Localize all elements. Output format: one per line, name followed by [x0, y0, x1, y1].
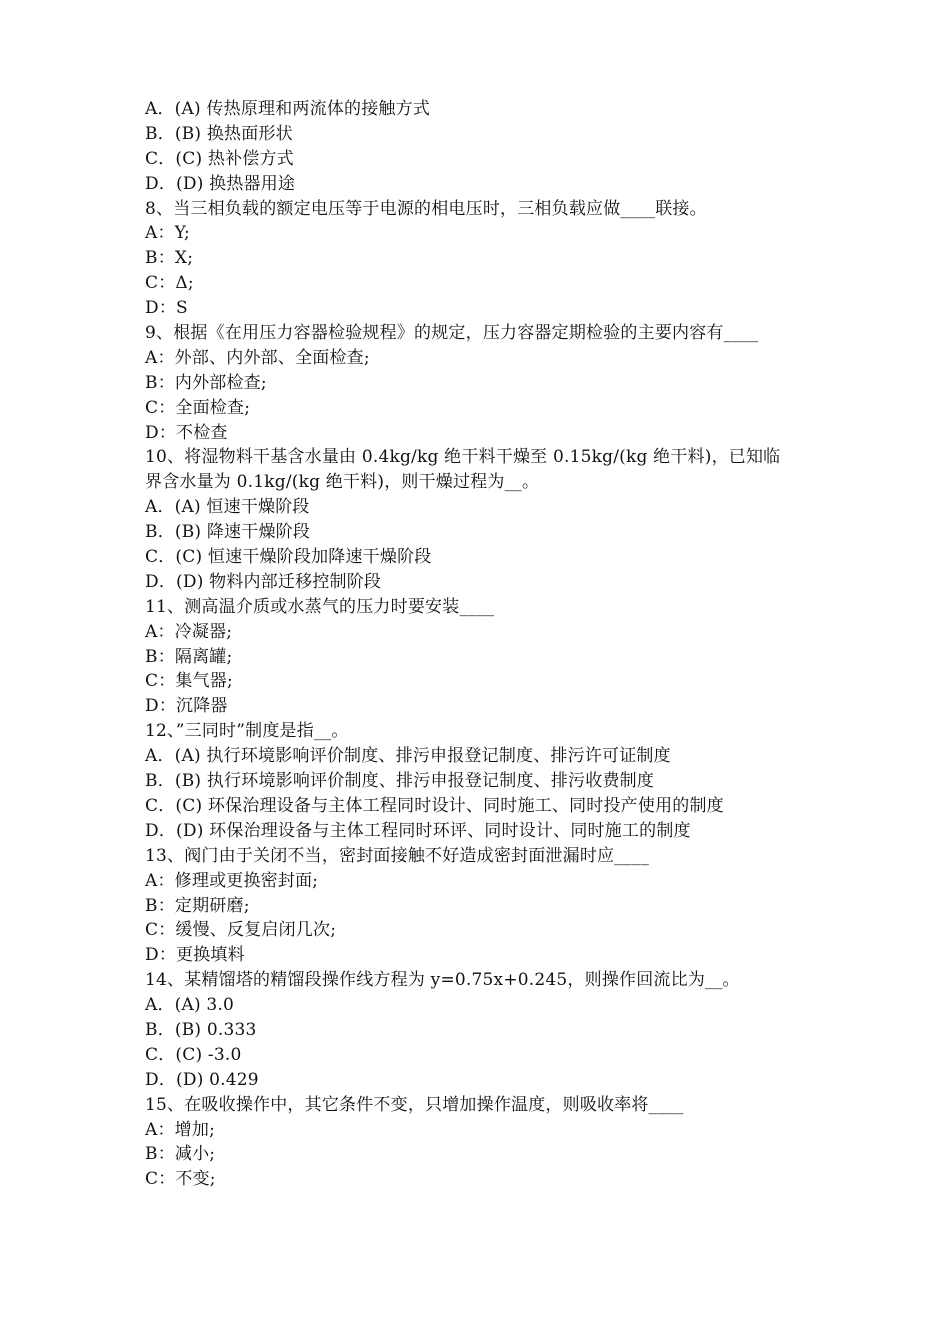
document-line: B：内外部检查;	[145, 372, 267, 393]
document-content	[145, 97, 815, 1192]
document-line: D．(D) 物料内部迁移控制阶段	[145, 571, 382, 592]
document-line: B：减小;	[145, 1144, 216, 1165]
document-line: A：外部、内外部、全面检查;	[145, 347, 370, 368]
document-line: A：修理或更换密封面;	[145, 870, 319, 891]
document-line: A：Y;	[145, 223, 190, 244]
document-line: C．(C) 环保治理设备与主体工程同时设计、同时施工、同时投产使用的制度	[145, 795, 724, 816]
document-line: C．(C) 热补偿方式	[145, 148, 294, 169]
document-line: B：定期研磨;	[145, 895, 250, 916]
document-line: B．(B) 降速干燥阶段	[145, 522, 311, 543]
document-line: D．(D) 0.429	[145, 1069, 259, 1090]
document-line: 14、某精馏塔的精馏段操作线方程为 y=0.75x+0.245，则操作回流比为__。	[145, 970, 740, 991]
document-line: C：不变;	[145, 1169, 216, 1190]
document-line: 13、阀门由于关闭不当，密封面接触不好造成密封面泄漏时应____	[145, 845, 650, 866]
document-line: B．(B) 0.333	[145, 1019, 257, 1040]
document-line: B：隔离罐;	[145, 646, 233, 667]
document-line: A：增加;	[145, 1119, 216, 1140]
document-line: D：不检查	[145, 422, 228, 443]
document-line: B．(B) 执行环境影响评价制度、排污申报登记制度、排污收费制度	[145, 771, 655, 792]
document-line: D．(D) 换热器用途	[145, 173, 296, 194]
document-line: 8、当三相负载的额定电压等于电源的相电压时，三相负载应做____联接。	[145, 198, 707, 219]
document-line: C：Δ;	[145, 273, 194, 294]
document-line: C．(C) 恒速干燥阶段加降速干燥阶段	[145, 547, 432, 568]
document-line: C：集气器;	[145, 671, 233, 692]
document-line: B：X;	[145, 248, 194, 269]
document-line: 12、”三同时”制度是指__。	[145, 721, 349, 742]
document-line: A：冷凝器;	[145, 621, 233, 642]
document-line: 10、将湿物料干基含水量由 0.4kg/kg 绝干料干燥至 0.15kg/(kg 绝干料)，已知临	[145, 447, 781, 468]
document-line: D：更换填料	[145, 945, 245, 966]
document-line: D．(D) 环保治理设备与主体工程同时环评、同时设计、同时施工的制度	[145, 820, 691, 841]
document-line: C．(C) -3.0	[145, 1044, 242, 1065]
document-line: B．(B) 换热面形状	[145, 123, 293, 144]
document-line: A．(A) 3.0	[145, 995, 235, 1016]
document-line: A．(A) 执行环境影响评价制度、排污申报登记制度、排污许可证制度	[145, 746, 671, 767]
document-line: D：S	[145, 298, 188, 319]
document-line: 15、在吸收操作中，其它条件不变，只增加操作温度，则吸收率将____	[145, 1094, 684, 1115]
document-line: 11、测高温介质或水蒸气的压力时要安装____	[145, 596, 495, 617]
document-line: A．(A) 恒速干燥阶段	[145, 497, 310, 518]
document-line: A．(A) 传热原理和两流体的接触方式	[145, 99, 431, 119]
document-line: C：缓慢、反复启闭几次;	[145, 920, 337, 941]
document-line: C：全面检查;	[145, 397, 251, 418]
document-line: 界含水量为 0.1kg/(kg 绝干料)，则干燥过程为__。	[145, 472, 540, 493]
document-line: 9、根据《在用压力容器检验规程》的规定，压力容器定期检验的主要内容有____	[145, 323, 759, 344]
document-line: D：沉降器	[145, 696, 228, 717]
